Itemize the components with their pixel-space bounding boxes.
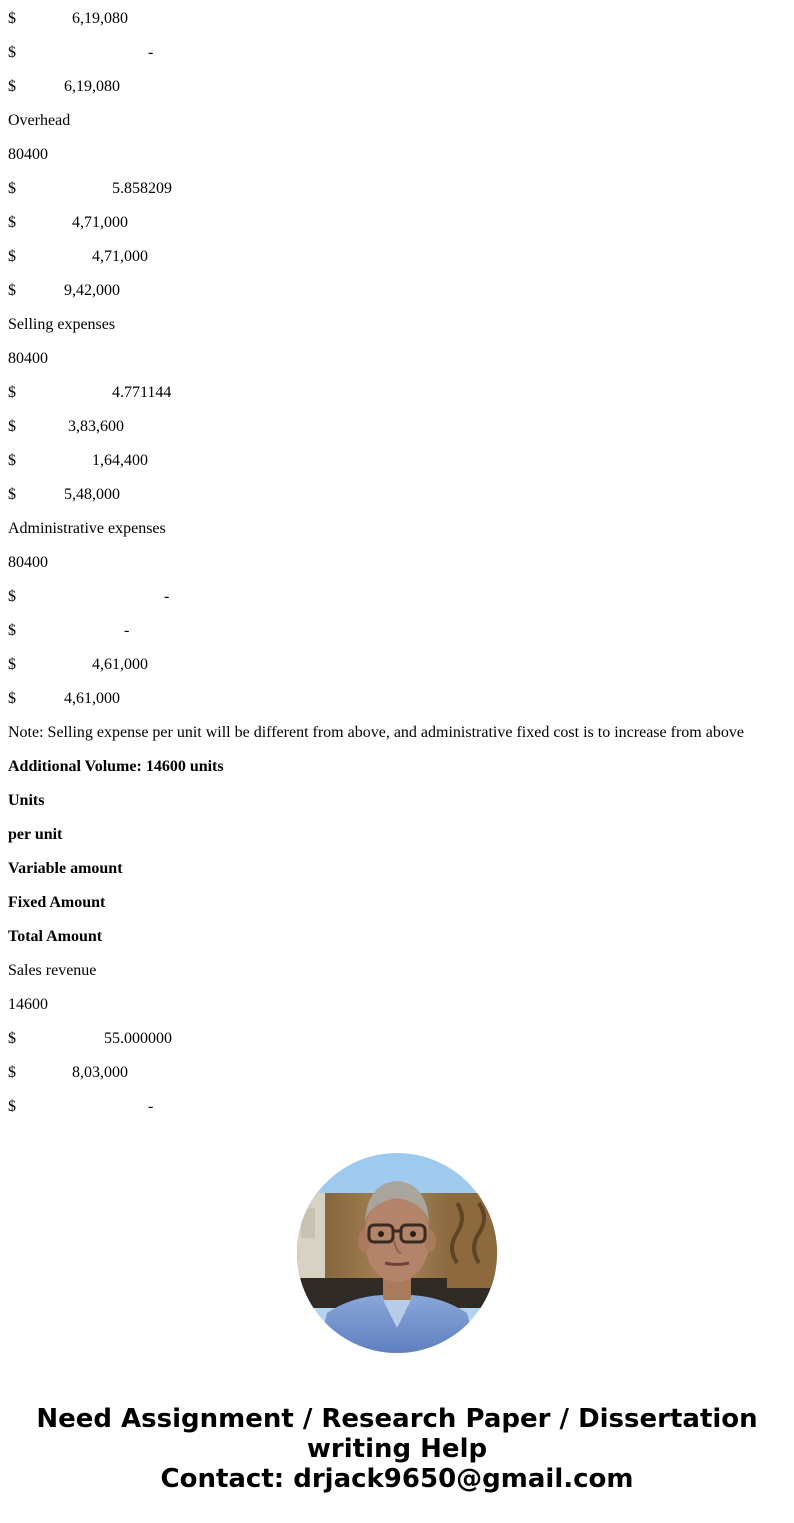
text-line: $ - (8, 588, 170, 605)
text-line: per unit (8, 826, 63, 843)
text-line: $ 9,42,000 (8, 282, 120, 299)
text-line: $ - (8, 622, 130, 639)
text-line: 80400 (8, 554, 48, 571)
footer-headline: Need Assignment / Research Paper / Dissertation (36, 1404, 758, 1434)
text-line: $ 5.858209 (8, 180, 172, 197)
text-line: $ - (8, 44, 154, 61)
text-line: 80400 (8, 146, 48, 163)
text-line: Additional Volume: 14600 units (8, 758, 224, 775)
text-line: Overhead (8, 112, 71, 129)
footer-subheadline: writing Help (306, 1434, 488, 1464)
text-line: Fixed Amount (8, 894, 106, 911)
text-line: $ 3,83,600 (8, 418, 124, 435)
text-line: Total Amount (8, 928, 103, 945)
text-line: 14600 (8, 996, 48, 1013)
text-line: $ 4,61,000 (8, 656, 148, 673)
text-line: Units (8, 792, 45, 809)
text-line: $ 6,19,080 (8, 10, 128, 27)
text-line: Variable amount (8, 860, 123, 877)
text-line: $ 4.771144 (8, 384, 172, 401)
text-line: $ - (8, 1098, 154, 1115)
text-line: 80400 (8, 350, 48, 367)
text-line: $ 8,03,000 (8, 1064, 128, 1081)
text-line: $ 4,71,000 (8, 248, 148, 265)
text-line: $ 6,19,080 (8, 78, 120, 95)
text-line: $ 55.000000 (8, 1030, 172, 1047)
text-line: $ 4,71,000 (8, 214, 128, 231)
text-line: Administrative expenses (8, 520, 166, 537)
avatar (297, 1153, 497, 1353)
text-line: $ 4,61,000 (8, 690, 120, 707)
text-line: $ 5,48,000 (8, 486, 120, 503)
text-line: Selling expenses (8, 316, 116, 333)
text-line: Note: Selling expense per unit will be different from above, and administrative fixed cost is to increase from above (8, 724, 744, 741)
document-lines (8, 10, 788, 1132)
footer-contact: Contact: drjack9650@gmail.com (160, 1464, 634, 1494)
text-line: $ 1,64,400 (8, 452, 148, 469)
contact-footer (0, 1404, 794, 1494)
person-photo-icon (297, 1153, 497, 1353)
text-line: Sales revenue (8, 962, 97, 979)
